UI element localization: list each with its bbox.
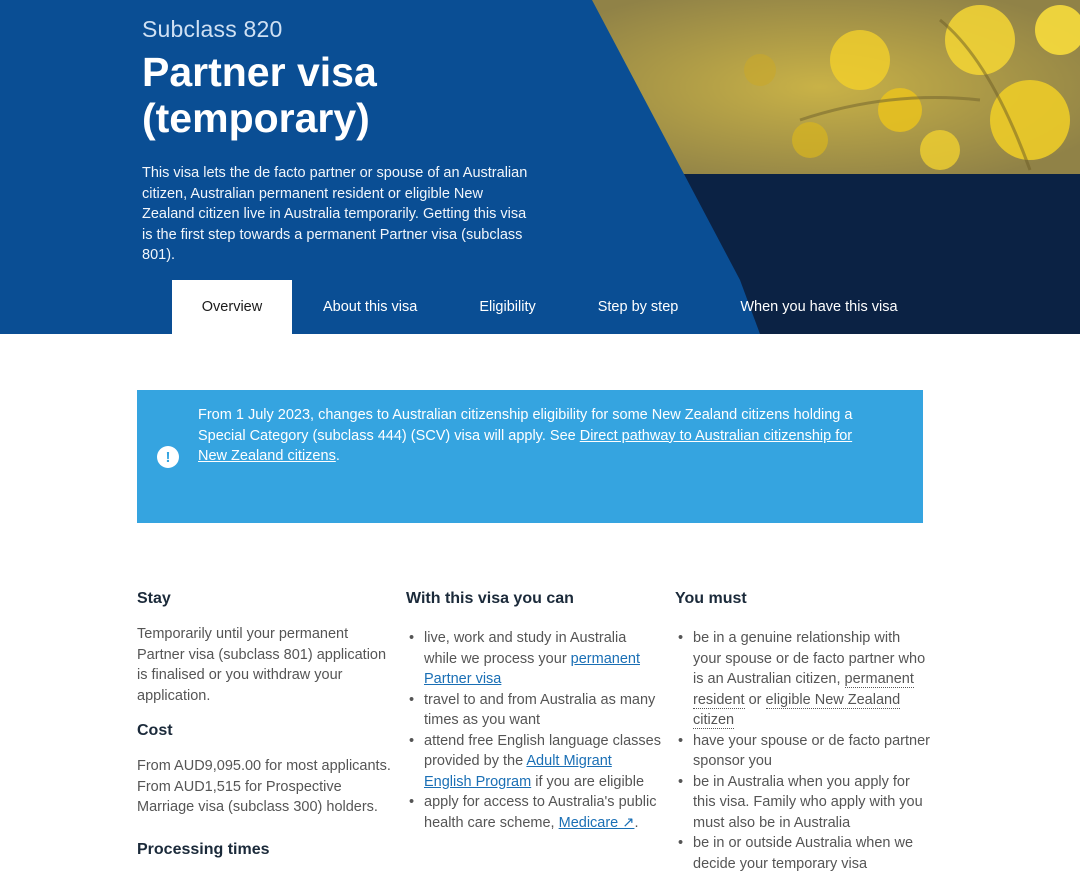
- with-visa-column: [406, 588, 661, 833]
- tab-eligibility[interactable]: Eligibility: [479, 299, 536, 315]
- list-item-text: be in a genuine relationship with your spouse or de facto partner who is an Australian citizen,: [693, 630, 926, 687]
- cost-heading: Cost: [137, 721, 173, 739]
- nz-citizenship-link[interactable]: Direct pathway to Australian citizenship for New Zealand citizens: [198, 427, 853, 465]
- with-visa-list: [406, 628, 661, 833]
- tab-overview[interactable]: Overview: [172, 280, 292, 334]
- list-item-text: live, work and study in Australia while we process your: [424, 630, 627, 667]
- info-notice: [137, 390, 923, 523]
- stay-heading: Stay: [137, 590, 171, 607]
- visa-tabs: [172, 280, 929, 334]
- stay-cost-column: [137, 588, 392, 873]
- tab-when-you-have-this-visa[interactable]: When you have this visa: [740, 299, 898, 315]
- hero-content: [142, 16, 542, 266]
- list-item: • be in Australia when you apply for this visa. Family who apply with you must also be in Australia: [675, 772, 930, 834]
- list-item: [406, 792, 661, 833]
- notice-text-before: From 1 July 2023, changes to Australian citizenship eligibility for some New Zealand citizens holding a Special Category (subclass 444) (SCV) visa will apply. See: [198, 407, 853, 444]
- with-visa-heading: With this visa you can: [406, 590, 574, 607]
- list-item: [406, 628, 661, 690]
- adult-migrant-english-program-link[interactable]: Adult Migrant English Program: [424, 753, 612, 790]
- list-item-text-mid: or: [744, 691, 766, 708]
- list-item: • have your spouse or de facto partner sponsor you: [675, 731, 930, 772]
- page-title-line2: (temporary): [142, 95, 370, 141]
- permanent-resident-term[interactable]: permanent resident: [693, 671, 914, 708]
- page-title: [142, 49, 542, 141]
- stay-text: Temporarily until your permanent Partner visa (subclass 801) application is finalised or you withdraw your application.: [137, 626, 387, 705]
- info-exclamation-icon: !: [157, 446, 179, 468]
- permanent-partner-visa-link[interactable]: permanent Partner visa: [424, 650, 640, 687]
- tab-about-this-visa[interactable]: About this visa: [323, 299, 418, 315]
- subclass-label: Subclass 820: [142, 16, 283, 42]
- you-must-list: [675, 628, 930, 873]
- tab-step-by-step[interactable]: Step by step: [597, 299, 679, 315]
- list-item-text: apply for access to Australia's public health care scheme,: [424, 794, 657, 831]
- list-item: • travel to and from Australia as many times as you want: [406, 690, 661, 731]
- you-must-heading: You must: [675, 590, 747, 607]
- page-title-line1: Partner visa: [142, 49, 377, 95]
- list-item-text-after: if you are eligible: [531, 773, 645, 790]
- list-item: [675, 628, 930, 731]
- list-item-text-after: .: [634, 814, 639, 831]
- notice-text-after: .: [335, 448, 340, 465]
- cost-text: From AUD9,095.00 for most applicants. From AUD1,515 for Prospective Marriage visa (subclass 300) holders.: [137, 757, 391, 816]
- eligible-nz-citizen-term[interactable]: eligible New Zealand citizen: [693, 691, 901, 728]
- hero-intro: This visa lets the de facto partner or spouse of an Australian citizen, Australian permanent resident or eligible New Zealand citizen live in Australia temporarily. Getting this visa is the first step towards a permanent Partner visa (subclass 801).: [142, 165, 528, 263]
- you-must-column: [675, 588, 930, 873]
- medicare-external-link[interactable]: Medicare ↗: [558, 814, 635, 831]
- list-item-text: attend free English language classes provided by the: [424, 732, 661, 769]
- notice-text: [198, 405, 858, 467]
- list-item: [406, 731, 661, 793]
- list-item: • be in or outside Australia when we decide your temporary visa: [675, 833, 930, 873]
- processing-times-heading: Processing times: [137, 840, 270, 858]
